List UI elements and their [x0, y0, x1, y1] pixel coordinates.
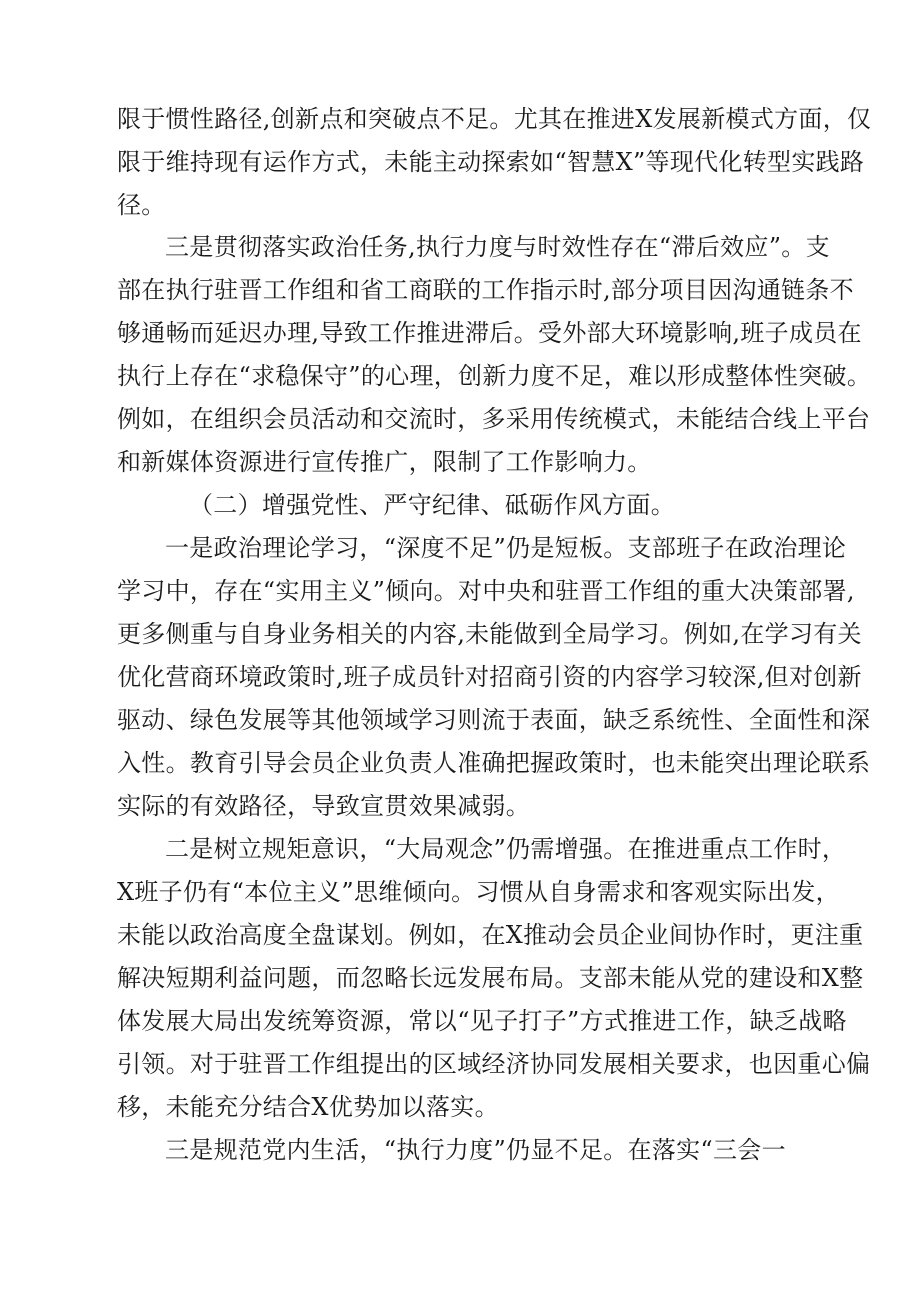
text-line: 例如，在组织会员活动和交流时，多采用传统模式，未能结合线上平台: [117, 405, 871, 433]
paragraph-first-line: 二是树立规矩意识，“大局观念”仍需增强。在推进重点工作时，: [165, 835, 847, 863]
text-line: 更多侧重与自身业务相关的内容,未能做到全局学习。例如,在学习有关: [117, 620, 862, 648]
text-line: 引领。对于驻晋工作组提出的区域经济协同发展相关要求，也因重心偏: [117, 1050, 871, 1078]
paragraph-first-line: 三是规范党内生活，“执行力度”仍显不足。在落实“三会一: [165, 1136, 786, 1164]
text-line: 驱动、绿色发展等其他领域学习则流于表面，缺乏系统性、全面性和深: [117, 706, 871, 734]
text-line: 执行上存在“求稳保守”的心理，创新力度不足，难以形成整体性突破。: [117, 362, 872, 390]
text-line: 解决短期利益问题，而忽略长远发展布局。支部未能从党的建设和X整: [117, 964, 864, 992]
text-line: 学习中，存在“实用主义”倾向。对中央和驻晋工作组的重大决策部署,: [117, 577, 855, 605]
text-line: 限于维持现有运作方式，未能主动探索如“智慧X”等现代化转型实践路: [117, 148, 865, 176]
text-line: 体发展大局出发统筹资源，常以“见子打子”方式推进工作，缺乏战略: [117, 1007, 847, 1035]
text-line: 限于惯性路径,创新点和突破点不足。尤其在推进X发展新模式方面，仅: [117, 105, 872, 133]
text-line: 径。: [117, 191, 166, 219]
section-heading: （二）增强党性、严守纪律、砥砺作风方面。: [189, 491, 675, 519]
text-line: 未能以政治高度全盘谋划。例如，在X推动会员企业间协作时，更注重: [117, 921, 864, 949]
text-line: X班子仍有“本位主义”思维倾向。习惯从自身需求和客观实际出发，: [117, 878, 840, 906]
paragraph-first-line: 三是贯彻落实政治任务,执行力度与时效性存在“滞后效应”。支: [165, 233, 830, 261]
text-line: 优化营商环境政策时,班子成员针对招商引资的内容学习较深,但对创新: [117, 663, 862, 691]
text-line: 移，未能充分结合X优势加以落实。: [117, 1093, 499, 1121]
text-line: 部在执行驻晋工作组和省工商联的工作指示时,部分项目因沟通链条不: [117, 276, 854, 304]
text-line: 实际的有效路径，导致宣贯效果减弱。: [117, 792, 531, 820]
text-line: 和新媒体资源进行宣传推广，限制了工作影响力。: [117, 448, 652, 476]
text-line: 够通畅而延迟办理,导致工作推进滞后。受外部大环境影响,班子成员在: [117, 319, 862, 347]
text-line: 入性。教育引导会员企业负责人准确把握政策时，也未能突出理论联系: [117, 749, 871, 777]
paragraph-first-line: 一是政治理论学习，“深度不足”仍是短板。支部班子在政治理论: [165, 534, 847, 562]
